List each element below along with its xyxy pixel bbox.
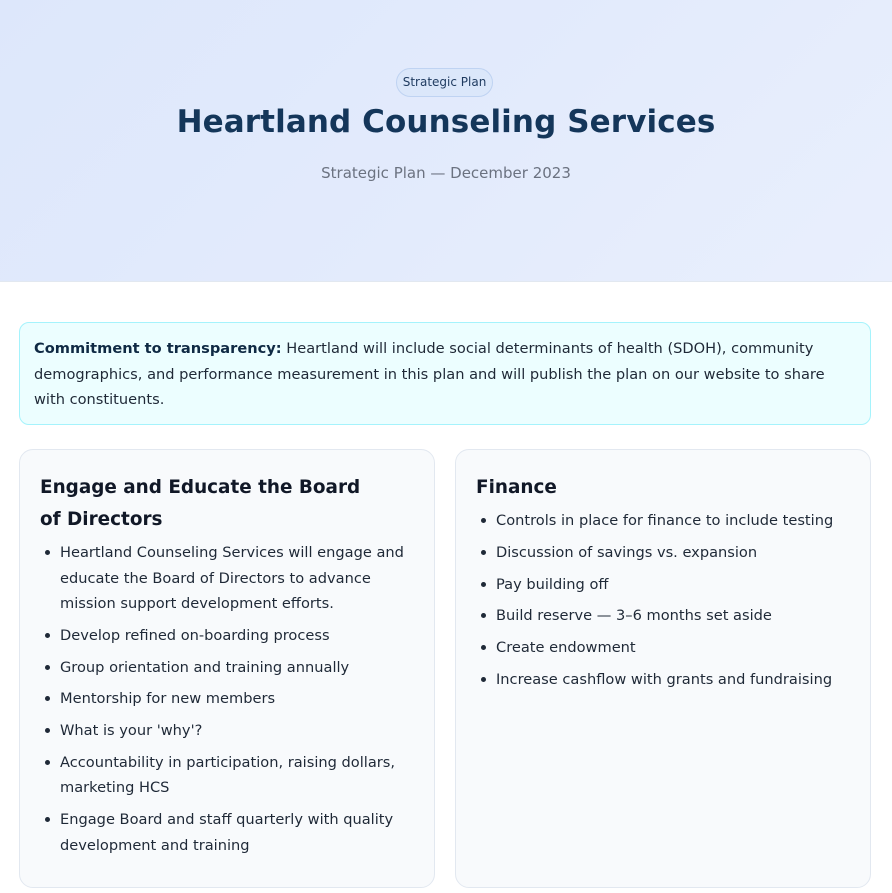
finance-section-title: Finance (476, 477, 557, 498)
list-item: Group orientation and training annually (40, 655, 414, 681)
list-item: Controls in place for finance to include testing (476, 508, 850, 534)
notice-label: Commitment to transparency: (34, 340, 282, 357)
finance-goal-list (476, 508, 850, 692)
transparency-notice (19, 322, 871, 425)
board-goal-list (40, 540, 414, 858)
list-item: Create endowment (476, 635, 850, 661)
list-item: Build reserve — 3–6 months set aside (476, 603, 850, 629)
list-item: Heartland Counseling Services will engage and educate the Board of Directors to advance mission support development efforts. (40, 540, 414, 617)
list-item: Discussion of savings vs. expansion (476, 540, 850, 566)
list-item: What is your 'why'? (40, 718, 414, 744)
notice-text: Heartland will include social determinants of health (SDOH), community demographics, and performance measurement in this plan and will publish the plan on our website to share with constituents. (34, 340, 825, 408)
board-section-card (19, 449, 435, 888)
page-title: Heartland Counseling Services (176, 104, 716, 140)
document-type-badge: Strategic Plan (396, 68, 493, 97)
page-subtitle: Strategic Plan — December 2023 (321, 164, 571, 182)
list-item: Develop refined on-boarding process (40, 623, 414, 649)
finance-section-card (455, 449, 871, 888)
list-item: Mentorship for new members (40, 686, 414, 712)
list-item: Increase cashflow with grants and fundraising (476, 667, 850, 693)
board-section-title: Engage and Educate the Board of Directors (40, 477, 361, 530)
page-header (0, 0, 892, 282)
list-item: Pay building off (476, 572, 850, 598)
list-item: Engage Board and staff quarterly with quality development and training (40, 807, 414, 858)
list-item: Accountability in participation, raising dollars, marketing HCS (40, 750, 414, 801)
